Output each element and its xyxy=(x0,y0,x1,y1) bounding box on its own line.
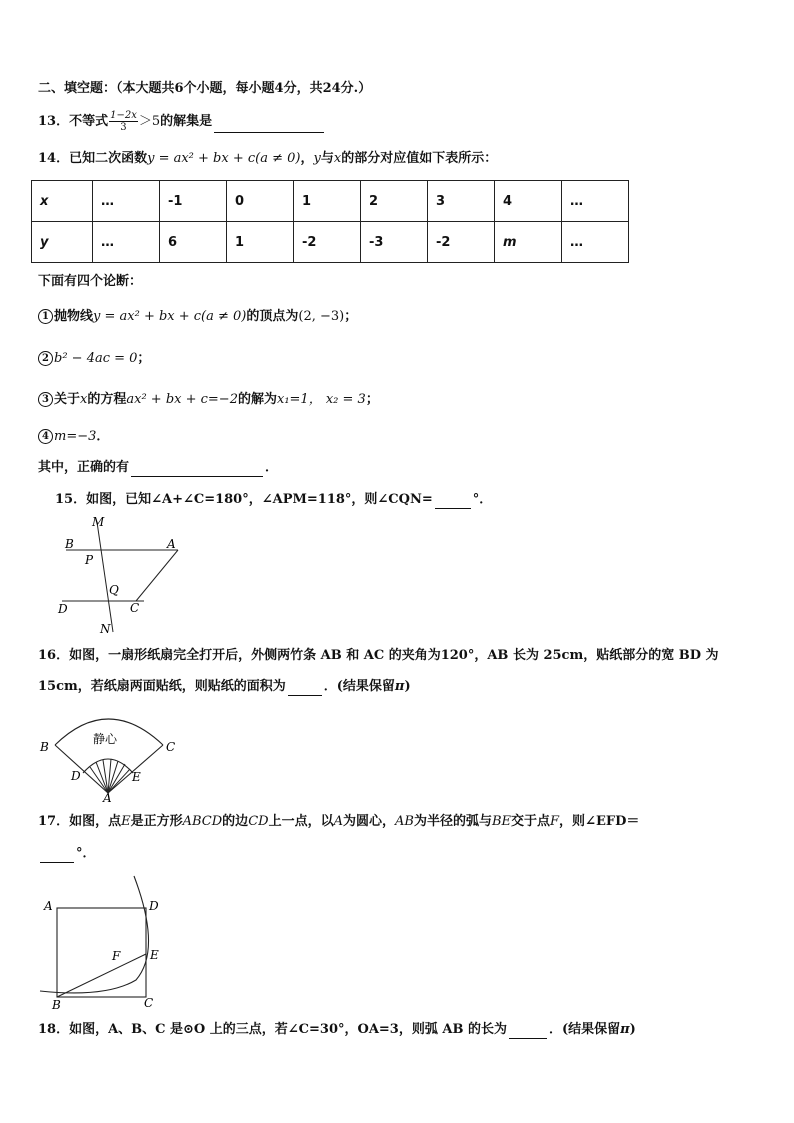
q17-figure xyxy=(36,870,166,1012)
fan-inner-arc xyxy=(83,759,133,773)
q16-pi: π xyxy=(394,679,405,694)
q18-close: ) xyxy=(629,1022,636,1037)
q16-line2-end: ．(结果保留 xyxy=(323,679,395,694)
fan-text: 静心 xyxy=(93,732,118,746)
circled-number-1: 1 xyxy=(38,309,53,324)
s3-var: x xyxy=(80,392,88,407)
q16-line2-text: 15cm，若纸扇两面贴纸，则贴纸的面积为 xyxy=(38,679,286,694)
label-d: D xyxy=(149,899,159,913)
label-a: A xyxy=(103,791,112,803)
q14-conclusion-end: ． xyxy=(265,460,279,475)
value-table xyxy=(31,180,629,263)
q15-answer-blank[interactable] xyxy=(435,494,471,509)
segment-ac xyxy=(136,550,178,601)
table-cell: 0 xyxy=(227,181,294,222)
s1-mid: 的顶点为 xyxy=(246,309,299,324)
table-cell: -2 xyxy=(428,222,495,263)
s2-end: ； xyxy=(137,351,151,366)
q17-p3: 的边 xyxy=(222,814,249,829)
label-d: D xyxy=(58,602,68,616)
section-header: 二、填空题：（本大题共6个小题，每小题4分，共24分.） xyxy=(38,81,372,96)
q14-suffix: 的部分对应值如下表所示： xyxy=(341,151,498,166)
q17-a: A xyxy=(333,814,343,829)
table-cell: x xyxy=(32,181,93,222)
table-cell: … xyxy=(93,222,160,263)
q17-p2: 是正方形 xyxy=(130,814,183,829)
q14-conclusion xyxy=(38,459,278,477)
table-cell: 6 xyxy=(160,222,227,263)
circled-number-2: 2 xyxy=(38,351,53,366)
label-a: A xyxy=(44,899,53,913)
line-mn xyxy=(97,522,113,632)
s1-end: ； xyxy=(344,309,358,324)
q13-suffix: 的解集是 xyxy=(160,114,213,129)
s3-eq: ax² + bx + c=−2 xyxy=(126,392,238,407)
table-cell: -1 xyxy=(160,181,227,222)
q16-fan-figure xyxy=(38,705,178,803)
q14-func: y = ax² + bx + c(a ≠ 0) xyxy=(147,151,301,166)
label-f: F xyxy=(112,949,121,963)
q18-pi: π xyxy=(620,1022,630,1037)
arc-bd xyxy=(40,876,149,993)
s3-sol: x₁=1， x₂ = 3 xyxy=(277,392,366,407)
q14-answer-blank[interactable] xyxy=(131,462,263,477)
s4-end: ． xyxy=(96,429,110,444)
question-17-line-2 xyxy=(38,845,96,863)
q14-mid2: 与 xyxy=(320,151,334,166)
q14-y-var: y xyxy=(313,151,321,166)
s3-end: ； xyxy=(365,392,379,407)
segment-be xyxy=(57,954,146,997)
q17-p6: 为半径的弧与 xyxy=(413,814,492,829)
q13-prefix: 13．不等式 xyxy=(38,114,109,129)
q17-cd: CD xyxy=(248,814,269,829)
s3-pre: 关于 xyxy=(54,392,81,407)
q17-ab: AB xyxy=(394,814,414,829)
q13-frac-den: 3 xyxy=(120,122,127,133)
q14-statement-4 xyxy=(38,428,109,446)
table-cell: … xyxy=(93,181,160,222)
s1-point: (2, −3) xyxy=(298,309,345,324)
q14-mid1: ， xyxy=(300,151,314,166)
table-cell: … xyxy=(562,222,629,263)
q17-answer-blank[interactable] xyxy=(40,848,74,863)
s3-mid: 的方程 xyxy=(87,392,127,407)
square-abcd xyxy=(57,908,146,997)
q13-answer-blank[interactable] xyxy=(214,118,324,133)
question-15 xyxy=(55,491,492,509)
q17-f: F xyxy=(550,814,560,829)
q13-frac-num: 1−2x xyxy=(110,110,137,121)
rib-ab xyxy=(55,745,108,793)
q17-abcd: ABCD xyxy=(182,814,223,829)
question-17-line-1 xyxy=(38,813,639,831)
table-cell: 1 xyxy=(294,181,361,222)
s4-expr: m=−3 xyxy=(54,429,97,444)
question-16-line-1: 16．如图，一扇形纸扇完全打开后，外侧两竹条 AB 和 AC 的夹角为120°，AB 长为 25cm，贴纸部分的宽 BD 为 xyxy=(38,648,719,663)
label-e: E xyxy=(132,770,141,784)
table-row xyxy=(32,222,629,263)
s1-pre: 抛物线 xyxy=(54,309,94,324)
q14-statement-1 xyxy=(38,308,357,326)
q16-answer-blank[interactable] xyxy=(288,681,322,696)
q18-end: ．(结果保留 xyxy=(548,1022,621,1037)
q14-conclusion-text: 其中，正确的有 xyxy=(38,460,130,475)
s1-func: y = ax² + bx + c(a ≠ 0) xyxy=(93,309,247,324)
table-cell: y xyxy=(32,222,93,263)
label-m: M xyxy=(92,515,105,529)
rib xyxy=(103,760,108,793)
q15-figure xyxy=(50,512,190,637)
q14-statement-3 xyxy=(38,391,379,409)
q14-statement-2 xyxy=(38,350,150,368)
table-cell: -3 xyxy=(361,222,428,263)
q17-p4: 上一点，以 xyxy=(268,814,334,829)
q17-p8: ，则∠EFD＝ xyxy=(559,814,640,829)
table-cell: … xyxy=(562,181,629,222)
table-cell: m xyxy=(495,222,562,263)
q15-end: °． xyxy=(472,492,493,507)
rib-ac xyxy=(108,745,163,793)
question-13 xyxy=(38,110,326,133)
q17-e: E xyxy=(121,814,131,829)
q17-p7: 交于点 xyxy=(511,814,551,829)
label-q: Q xyxy=(109,583,119,597)
label-a: A xyxy=(167,537,176,551)
label-b: B xyxy=(40,740,49,754)
q18-text: 18．如图，A、B、C 是⊙O 上的三点，若∠C=30°，OA=3，则弧 AB 的长为 xyxy=(38,1022,507,1037)
table-cell: 2 xyxy=(361,181,428,222)
q13-rhs: ＞5 xyxy=(138,114,161,129)
q15-text: 15．如图，已知∠A+∠C=180°，∠APM=118°，则∠CQN= xyxy=(55,492,433,507)
label-b: B xyxy=(65,537,74,551)
label-c: C xyxy=(144,996,154,1010)
question-16-line-2 xyxy=(38,678,411,696)
label-n: N xyxy=(100,622,111,636)
question-14 xyxy=(38,150,497,168)
question-18 xyxy=(38,1021,636,1039)
label-c: C xyxy=(130,601,140,615)
q13-fraction xyxy=(109,110,138,133)
circled-number-3: 3 xyxy=(38,392,53,407)
label-c: C xyxy=(166,740,176,754)
s3-mid2: 的解为 xyxy=(237,392,277,407)
label-b: B xyxy=(52,998,61,1012)
table-cell: 1 xyxy=(227,222,294,263)
q17-p5: 为圆心， xyxy=(342,814,395,829)
q14-x-var: x xyxy=(333,151,342,166)
q14-intro: 下面有四个论断： xyxy=(38,274,143,289)
q17-line2-end: °． xyxy=(76,846,96,861)
label-e: E xyxy=(150,948,159,962)
label-d: D xyxy=(71,769,81,783)
q18-answer-blank[interactable] xyxy=(509,1024,547,1039)
table-cell: -2 xyxy=(294,222,361,263)
q17-p1: 17．如图，点 xyxy=(38,814,122,829)
table-cell: 3 xyxy=(428,181,495,222)
table-row xyxy=(32,181,629,222)
circled-number-4: 4 xyxy=(38,429,53,444)
q16-close: ) xyxy=(404,679,411,694)
label-p: P xyxy=(85,553,94,567)
q14-prefix: 14．已知二次函数 xyxy=(38,151,148,166)
q17-be: BE xyxy=(491,814,511,829)
table-cell: 4 xyxy=(495,181,562,222)
s2-expr: b² − 4ac = 0 xyxy=(54,351,138,366)
